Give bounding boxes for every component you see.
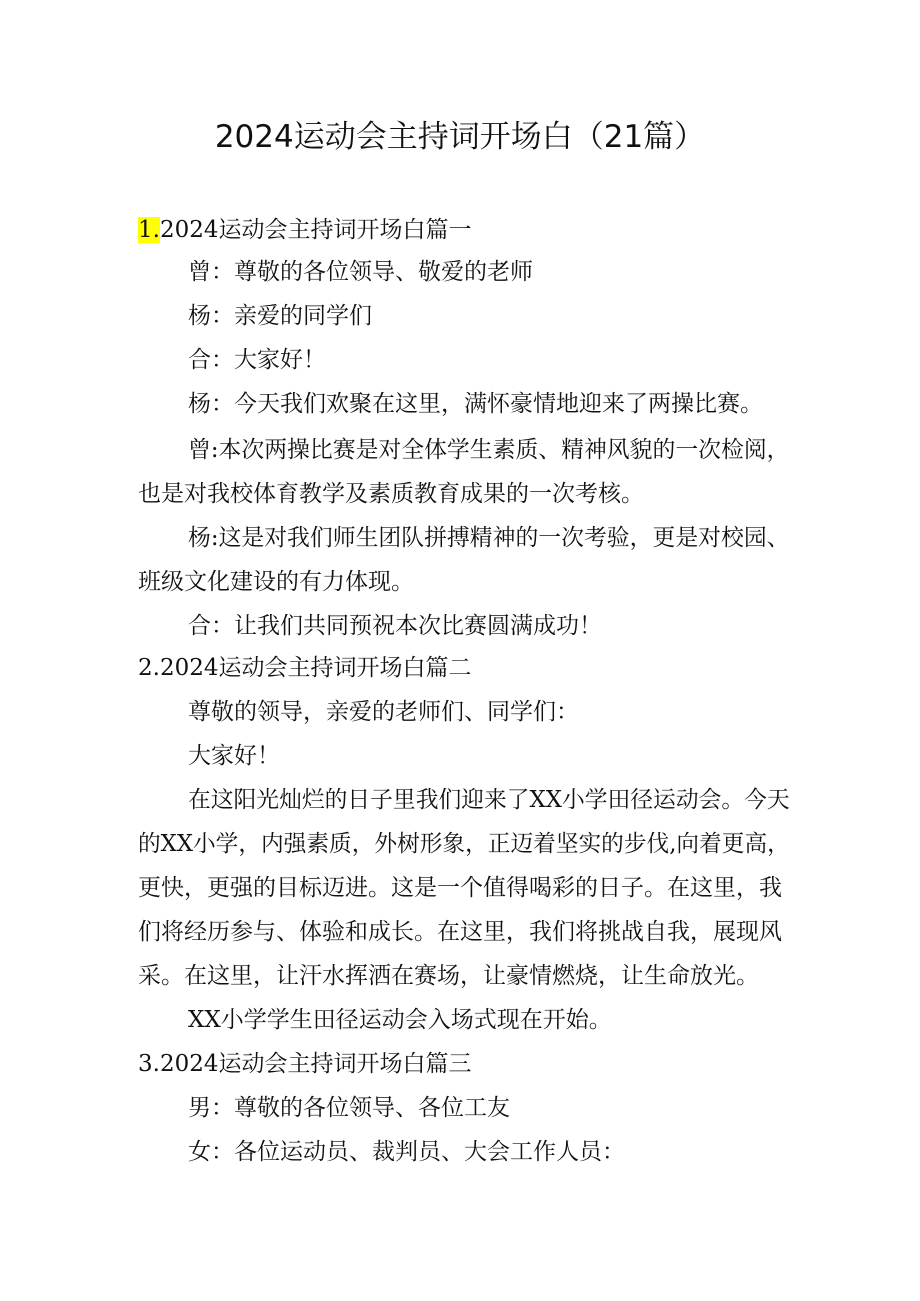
document-title: 2024运动会主持词开场白（21篇） xyxy=(214,119,706,155)
paragraph-line: 女：各位运动员、裁判员、大会工作人员： xyxy=(188,1139,625,1165)
paragraph-line: 采。在这里，让汗水挥洒在赛场，让豪情燃烧，让生命放光。 xyxy=(138,963,759,989)
paragraph-line: 更快，更强的目标迈进。这是一个值得喝彩的日子。在这里，我 xyxy=(138,875,782,901)
section-number-1: 1. xyxy=(138,217,160,243)
paragraph-line: 也是对我校体育教学及素质教育成果的一次考核。 xyxy=(138,481,644,507)
section-title-1: 2024运动会主持词开场白篇一 xyxy=(159,217,472,243)
section-heading-3 xyxy=(138,1042,472,1086)
paragraph-line: 男：尊敬的各位领导、各位工友 xyxy=(188,1095,510,1121)
section-title-2: 2024运动会主持词开场白篇二 xyxy=(159,655,472,681)
section-heading-2 xyxy=(138,646,472,690)
section-heading-1 xyxy=(138,208,472,252)
paragraph-line: 们将经历参与、体验和成长。在这里，我们将挑战自我，展现风 xyxy=(138,919,782,945)
paragraph-line: 合：让我们共同预祝本次比赛圆满成功！ xyxy=(188,613,602,639)
paragraph-line: 杨：今天我们欢聚在这里，满怀豪情地迎来了两操比赛。 xyxy=(188,391,763,417)
paragraph-line: 杨：亲爱的同学们 xyxy=(188,303,372,329)
section-number-2: 2. xyxy=(138,655,160,681)
section-title-3: 2024运动会主持词开场白篇三 xyxy=(159,1051,472,1077)
paragraph-line: 合：大家好！ xyxy=(188,347,326,373)
paragraph-line: 大家好！ xyxy=(188,743,280,769)
paragraph-line: 曾：尊敬的各位领导、敬爱的老师 xyxy=(188,259,533,285)
paragraph-line: 在这阳光灿烂的日子里我们迎来了XX小学田径运动会。今天 xyxy=(188,787,790,813)
paragraph-line: 班级文化建设的有力体现。 xyxy=(138,569,414,595)
paragraph-line: XX小学学生田径运动会入场式现在开始。 xyxy=(188,1007,612,1033)
paragraph-line: 尊敬的领导，亲爱的老师们、同学们： xyxy=(188,699,579,725)
paragraph-line: 曾:本次两操比赛是对全体学生素质、精神风貌的一次检阅， xyxy=(188,437,790,463)
section-number-3: 3. xyxy=(138,1051,160,1077)
paragraph-line: 杨:这是对我们师生团队拼搏精神的一次考验，更是对校园、 xyxy=(188,525,790,551)
paragraph-line: 的XX小学，内强素质，外树形象，正迈着坚实的步伐,向着更高， xyxy=(138,831,790,857)
